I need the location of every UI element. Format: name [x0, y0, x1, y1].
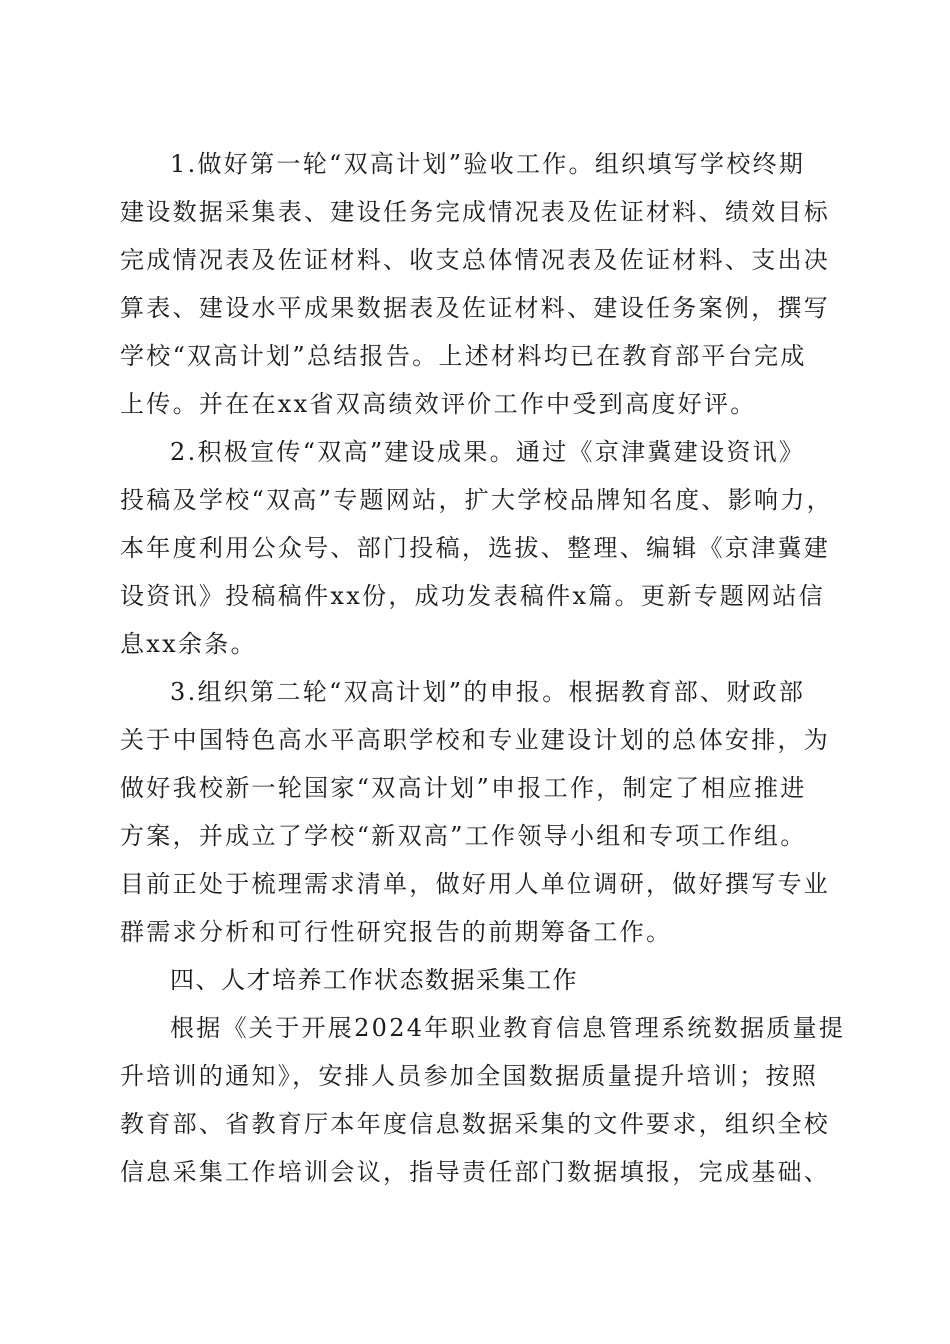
paragraph-line: 息xx余条。: [120, 630, 257, 658]
paragraph-line: 投稿及学校“双高”专题网站，扩大学校品牌知名度、影响力，: [120, 486, 833, 514]
paragraph-line: 学校“双高计划”总结报告。上述材料均已在教育部平台完成: [120, 342, 807, 370]
paragraph-2: [120, 428, 833, 668]
document-body: [120, 140, 846, 1196]
paragraph-line: 根据《关于开展2024年职业教育信息管理系统数据质量提: [170, 1014, 846, 1042]
paragraph-3: [120, 668, 830, 956]
paragraph-line: 2.积极宣传“双高”建设成果。通过《京津冀建设资讯》: [170, 438, 806, 466]
paragraph-line: 本年度利用公众号、部门投稿，选拔、整理、编辑《京津冀建: [120, 534, 831, 562]
paragraph-line: 设资讯》投稿稿件xx份，成功发表稿件x篇。更新专题网站信: [120, 582, 826, 610]
paragraph-line: 做好我校新一轮国家“双高计划”申报工作，制定了相应推进: [120, 774, 807, 802]
paragraph-1: [120, 140, 830, 428]
paragraph-line: 算表、建设水平成果数据表及佐证材料、建设任务案例，撰写: [120, 294, 831, 322]
paragraph-line: 建设数据采集表、建设任务完成情况表及佐证材料、绩效目标: [120, 198, 831, 226]
paragraph-line: 升培训的通知》，安排人员参加全国数据质量提升培训；按照: [120, 1062, 819, 1090]
section-heading: 四、人才培养工作状态数据采集工作: [170, 966, 578, 994]
paragraph-line: 信息采集工作培训会议，指导责任部门数据填报，完成基础、: [120, 1158, 831, 1186]
paragraph-line: 目前正处于梳理需求清单，做好用人单位调研，做好撰写专业: [120, 870, 831, 898]
paragraph-line: 方案，并成立了学校“新双高”工作领导小组和专项工作组。: [120, 822, 807, 850]
paragraph-line: 1.做好第一轮“双高计划”验收工作。组织填写学校终期: [170, 150, 806, 178]
paragraph-line: 完成情况表及佐证材料、收支总体情况表及佐证材料、支出决: [120, 246, 831, 274]
paragraph-line: 3.组织第二轮“双高计划”的申报。根据教育部、财政部: [170, 678, 806, 706]
paragraph-4: [120, 1004, 846, 1196]
paragraph-line: 关于中国特色高水平高职学校和专业建设计划的总体安排，为: [120, 726, 831, 754]
paragraph-line: 上传。并在在xx省双高绩效评价工作中受到高度好评。: [120, 390, 757, 418]
paragraph-line: 群需求分析和可行性研究报告的前期筹备工作。: [120, 918, 673, 946]
paragraph-line: 教育部、省教育厅本年度信息数据采集的文件要求，组织全校: [120, 1110, 831, 1138]
